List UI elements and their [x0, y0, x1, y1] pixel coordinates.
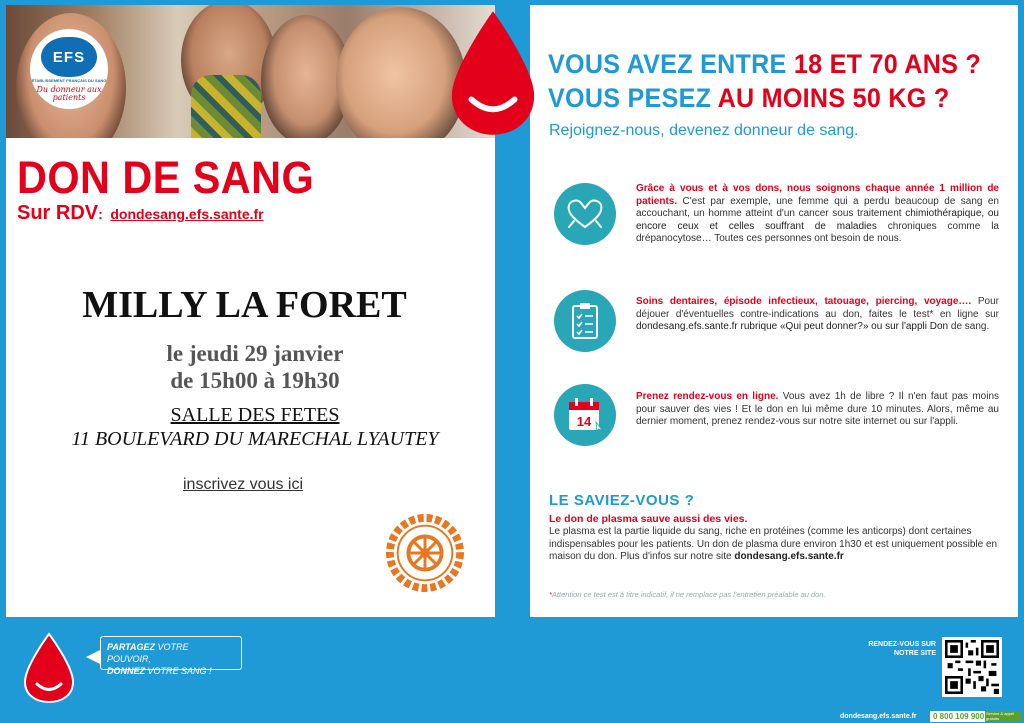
question-age-range: 18 ET 70 ANS ? [793, 49, 982, 79]
venue-address: 11 BOULEVARD DU MARECHAL LYAUTEY [71, 428, 439, 450]
town-name: MILLY LA FORET [82, 284, 407, 326]
blood-drop-icon [444, 8, 542, 138]
plasma-text [549, 526, 999, 564]
rdv-label: Sur RDV [17, 202, 99, 224]
footer-site[interactable]: dondesang.efs.sante.fr [840, 713, 917, 720]
info-item-patients-tail: chroniques comme la drépanocytose… Toutes ces personnes ont besoin de nous. [636, 220, 999, 244]
share-line-1 [107, 641, 235, 665]
info-item-test-tail: de sang. [948, 321, 990, 332]
share-bold-1: PARTAGEZ [107, 642, 156, 652]
did-you-know-heading: LE SAVIEZ-VOUS ? [549, 492, 695, 509]
efs-logo [30, 29, 108, 109]
info-item-appointment-highlight: Prenez rendez-vous en ligne. [636, 391, 779, 402]
question-weight [548, 83, 949, 114]
rdv-link[interactable]: dondesang.efs.sante.fr [110, 206, 264, 222]
info-item-appointment-text: Vous avez 1h de libre ? Il n'en faut pas moins pour sauver des vies ! Et le don en lui même dure 10 minutes. Alors, même au dernier moment, prenez rendez-vous sur notre site internet ou sur l'appli. [636, 391, 1000, 427]
disclaimer-note [549, 590, 826, 599]
plasma-body: Le plasma est la partie liquide du sang, riche en protéines (comme les anticorps) dont certaines indispensables pour les patients. Un don de plasma dure environ 1h30 et est uniquement possible en maison du don. Plus d'infos sur notre site [549, 526, 998, 562]
share-bold-2: DONNEZ [107, 666, 145, 676]
date-line-1: le jeudi 29 janvier [166, 341, 344, 366]
info-item-patients-text: C'est par exemple, une femme qui a perdu beaucoup de sang en accouchant, un homme atteint d'un cancer sous traitement [636, 195, 999, 219]
date-line-2: de 15h00 à 19h30 [170, 368, 340, 393]
share-light-2: VOTRE SANG ! [145, 666, 212, 676]
share-line-2 [107, 665, 235, 677]
efs-logo-name: ÉTABLISSEMENT FRANÇAIS DU SANG [31, 78, 107, 83]
question-weight-text: VOUS PESEZ [548, 83, 718, 113]
poster-title: DON DE SANG [17, 152, 315, 203]
heart-hands-icon [554, 183, 616, 245]
footer-blood-drop-icon [22, 632, 76, 704]
event-date [0, 340, 510, 394]
scarf [191, 75, 261, 138]
info-item-patients-bold: chimiothérapique, ou encore ceux et celles souffrant de maladies [636, 208, 999, 232]
share-light-1: VOTRE POUVOIR, [107, 642, 189, 664]
efs-logo-abbr: EFS [41, 37, 97, 77]
share-bubble-tail [86, 650, 100, 664]
disclaimer-text: Attention ce test est à titre indicatif, il ne remplace pas l'entretien préalable au don. [551, 590, 826, 599]
plasma-title: Le don de plasma sauve aussi des vies. [549, 513, 748, 525]
info-item-patients [636, 183, 999, 246]
question-weight-min: AU MOINS 50 KG ? [717, 83, 950, 113]
info-item-patients-highlight: Grâce à vous et à vos dons, nous soignons chaque année 1 million de patients. [636, 183, 999, 207]
footer-rdv-label: RENDEZ-VOUS SUR NOTRE SITE [868, 641, 936, 657]
phone-number: 0 800 109 900 [930, 711, 987, 722]
share-slogan [100, 636, 242, 676]
rdv-line [17, 202, 264, 225]
efs-logo-tagline: Du donneur aux patients [36, 85, 102, 103]
join-subtitle: Rejoignez-nous, devenez donneur de sang. [549, 122, 859, 139]
phone-badge: Service & appel gratuits [985, 711, 1021, 722]
checklist-icon [554, 290, 616, 352]
disclaimer-star: * [549, 590, 552, 599]
venue-name: SALLE DES FETES [170, 404, 340, 426]
donors-photo [6, 5, 495, 138]
info-item-test-bold: dondesang.efs.sante.fr rubrique «Qui peut donner?» ou sur l'appli Don [636, 321, 949, 332]
question-age [548, 49, 981, 80]
signup-link[interactable]: inscrivez vous ici [183, 476, 304, 493]
info-item-test-highlight: Soins dentaires, épisode infectieux, tatouage, piercing, voyage…. [636, 296, 972, 307]
plasma-link[interactable]: dondesang.efs.sante.fr [734, 551, 844, 562]
calendar-icon [554, 384, 616, 446]
rdv-colon: : [98, 206, 103, 222]
calendar-day: 14 [576, 414, 592, 429]
question-age-text: VOUS AVEZ ENTRE [548, 49, 794, 79]
info-item-appointment [636, 391, 999, 429]
info-item-test-text: Pour déjouer d'éventuelles contre-indications au don, faites le test* en ligne sur [636, 296, 999, 320]
qr-code-icon[interactable] [942, 637, 1002, 697]
info-item-test [636, 296, 999, 334]
rotary-logo [386, 514, 464, 592]
